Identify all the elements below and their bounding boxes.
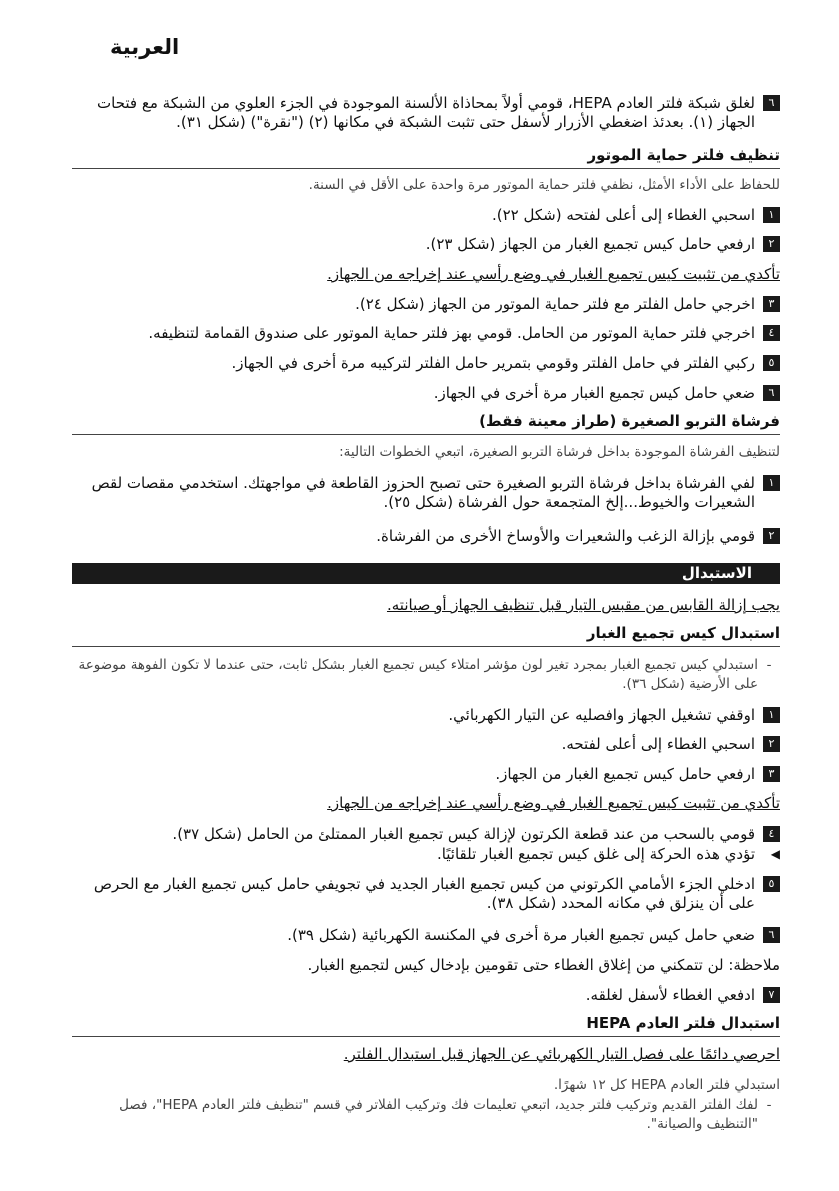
step-number: ٣ <box>763 296 780 312</box>
step-number: ٢ <box>763 236 780 252</box>
motor-filter-intro: للحفاظ على الأداء الأمثل، نظفي فلتر حماية الموتور مرة واحدة على الأقل في السنة. <box>308 177 780 193</box>
step-number: ٥ <box>763 876 780 892</box>
step-text: اخرجي فلتر حماية الموتور من الحامل. قومي بهز فلتر حماية الموتور على صندوق القمامة لتنظيفه. <box>148 324 755 342</box>
step-text: لفي الفرشاة بداخل فرشاة التربو الصغيرة حتى تصبح الحزوز القاطعة في مواجهتك. استخدمي مقصات لقص الشعيرات والخيوط...إلخ المتجمعة حول الفرشاة (شكل ٢٥). <box>91 474 755 511</box>
step-number: ١ <box>763 207 780 223</box>
step-text: اوقفي تشغيل الجهاز وافصليه عن التيار الكهربائي. <box>448 706 755 724</box>
motor-step-3 <box>72 295 780 314</box>
dustbag-step-4 <box>72 825 780 844</box>
motor-filter-heading: تنظيف فلتر حماية الموتور <box>587 146 780 164</box>
hepa-heading: استبدال فلتر العادم HEPA <box>586 1014 780 1032</box>
step-text: اسحبي الغطاء إلى أعلى لفتحه (شكل ٢٢). <box>491 206 755 224</box>
step-text: ضعي حامل كيس تجميع الغبار مرة أخرى في المكنسة الكهربائية (شكل ٣٩). <box>287 926 755 944</box>
step-6-top <box>72 94 780 132</box>
step-text: ضعي حامل كيس تجميع الغبار مرة أخرى في الجهاز. <box>433 384 755 402</box>
hepa-intro: استبدلي فلتر العادم HEPA كل ١٢ شهرًا. <box>553 1077 780 1093</box>
dustbag-step-1 <box>72 706 780 725</box>
dustbag-step-5 <box>72 875 780 913</box>
dustbag-step-7 <box>72 986 780 1005</box>
step-text: ارفعي حامل كيس تجميع الغبار من الجهاز (شكل ٢٣). <box>425 235 755 253</box>
dash-text: لفك الفلتر القديم وتركيب فلتر جديد، اتبعي تعليمات فك وتركيب الفلاتر في قسم "تنظيف فلتر العادم HEPA"، فصل "التنظيف والصيانة". <box>119 1097 758 1132</box>
section-divider <box>72 434 780 435</box>
section-divider <box>72 1036 780 1037</box>
dustbag-step-2 <box>72 735 780 754</box>
turbo-step-2 <box>72 527 780 546</box>
dustbag-warning: تأكدي من تثبيت كيس تجميع الغبار في وضع رأسي عند إخراجه من الجهاز. <box>327 794 780 812</box>
step-text: قومي بالسحب من عند قطعة الكرتون لإزالة كيس تجميع الغبار الممتلئ من الحامل (شكل ٣٧). <box>172 825 755 843</box>
motor-step-6 <box>72 384 780 403</box>
dustbag-dash-note <box>72 656 780 694</box>
replacement-warning: يجب إزالة القابس من مقبس التيار قبل تنظيف الجهاز أو صيانته. <box>386 596 780 614</box>
step-text: ارفعي حامل كيس تجميع الغبار من الجهاز. <box>495 765 755 783</box>
section-divider <box>72 646 780 647</box>
step-number: ٤ <box>763 325 780 341</box>
dustbag-step-3 <box>72 765 780 784</box>
motor-step-5 <box>72 354 780 373</box>
step-text: اسحبي الغطاء إلى أعلى لفتحه. <box>561 735 755 753</box>
step-number: ٣ <box>763 766 780 782</box>
step-number: ٦ <box>763 927 780 943</box>
replacement-section-bar: الاستبدال <box>72 563 780 584</box>
dash-marker: - <box>766 657 772 673</box>
dustbag-step-4-result <box>72 845 780 864</box>
step-text: اخرجي حامل الفلتر مع فلتر حماية الموتور من الجهاز (شكل ٢٤). <box>355 295 755 313</box>
motor-step-4 <box>72 324 780 343</box>
section-divider <box>72 168 780 169</box>
step-number: ٥ <box>763 355 780 371</box>
step-number: ٦ <box>763 95 780 111</box>
turbo-step-1 <box>72 474 780 512</box>
step-number: ٤ <box>763 826 780 842</box>
language-title: العربية <box>110 35 180 59</box>
step-number: ٦ <box>763 385 780 401</box>
step-text: ادخلي الجزء الأمامي الكرتوني من كيس تجميع الغبار الجديد في تجويفي حامل كيس تجميع الغبار مع الحرص على أن ينزلق في مكانه المحدد (شكل ٣٨). <box>93 875 755 912</box>
step-text: ادفعي الغطاء لأسفل لغلقه. <box>585 986 755 1004</box>
step-number: ٢ <box>763 528 780 544</box>
motor-step-2 <box>72 235 780 254</box>
hepa-warning: احرصي دائمًا على فصل التيار الكهربائي عن الجهاز قبل استبدال الفلتر. <box>343 1045 780 1063</box>
result-bullet-icon: ◀ <box>770 847 780 861</box>
motor-step-1 <box>72 206 780 225</box>
turbo-brush-heading: فرشاة التربو الصغيرة (طراز معينة فقط) <box>479 412 780 430</box>
step-number: ٢ <box>763 736 780 752</box>
motor-warning: تأكدي من تثبيت كيس تجميع الغبار في وضع رأسي عند إخراجه من الجهاز. <box>327 265 780 283</box>
dustbag-step-6 <box>72 926 780 945</box>
step-number: ١ <box>763 707 780 723</box>
turbo-brush-intro: لتنظيف الفرشاة الموجودة بداخل فرشاة التربو الصغيرة، اتبعي الخطوات التالية: <box>339 444 780 460</box>
bullet-text: تؤدي هذه الحركة إلى غلق كيس تجميع الغبار تلقائيًا. <box>436 845 755 863</box>
hepa-dash-note <box>72 1096 780 1134</box>
dash-text: استبدلي كيس تجميع الغبار بمجرد تغير لون مؤشر امتلاء كيس تجميع الغبار بشكل ثابت، حتى عندما لا تكون الفوهة موضوعة على الأرضية (شكل ٣٦). <box>78 657 758 692</box>
step-number: ١ <box>763 475 780 491</box>
step-text: ركبي الفلتر في حامل الفلتر وقومي بتمرير حامل الفلتر لتركيبه مرة أخرى في الجهاز. <box>231 354 755 372</box>
step-text: لغلق شبكة فلتر العادم HEPA، قومي أولاً بمحاذاة الألسنة الموجودة في الجزء العلوي من الشبكة مع فتحات الجهاز (١). بعدئذ اضغطي الأزرار لأسفل حتى تثبت الشبكة في مكانها (٢) ("نقرة") (شكل ٣١). <box>97 94 755 131</box>
dustbag-heading: استبدال كيس تجميع الغبار <box>586 624 780 642</box>
dash-marker: - <box>766 1097 772 1113</box>
dustbag-note: ملاحظة: لن تتمكني من إغلاق الغطاء حتى تقومين بإدخال كيس لتجميع الغبار. <box>307 956 780 974</box>
step-number: ٧ <box>763 987 780 1003</box>
step-text: قومي بإزالة الزغب والشعيرات والأوساخ الأخرى من الفرشاة. <box>376 527 755 545</box>
